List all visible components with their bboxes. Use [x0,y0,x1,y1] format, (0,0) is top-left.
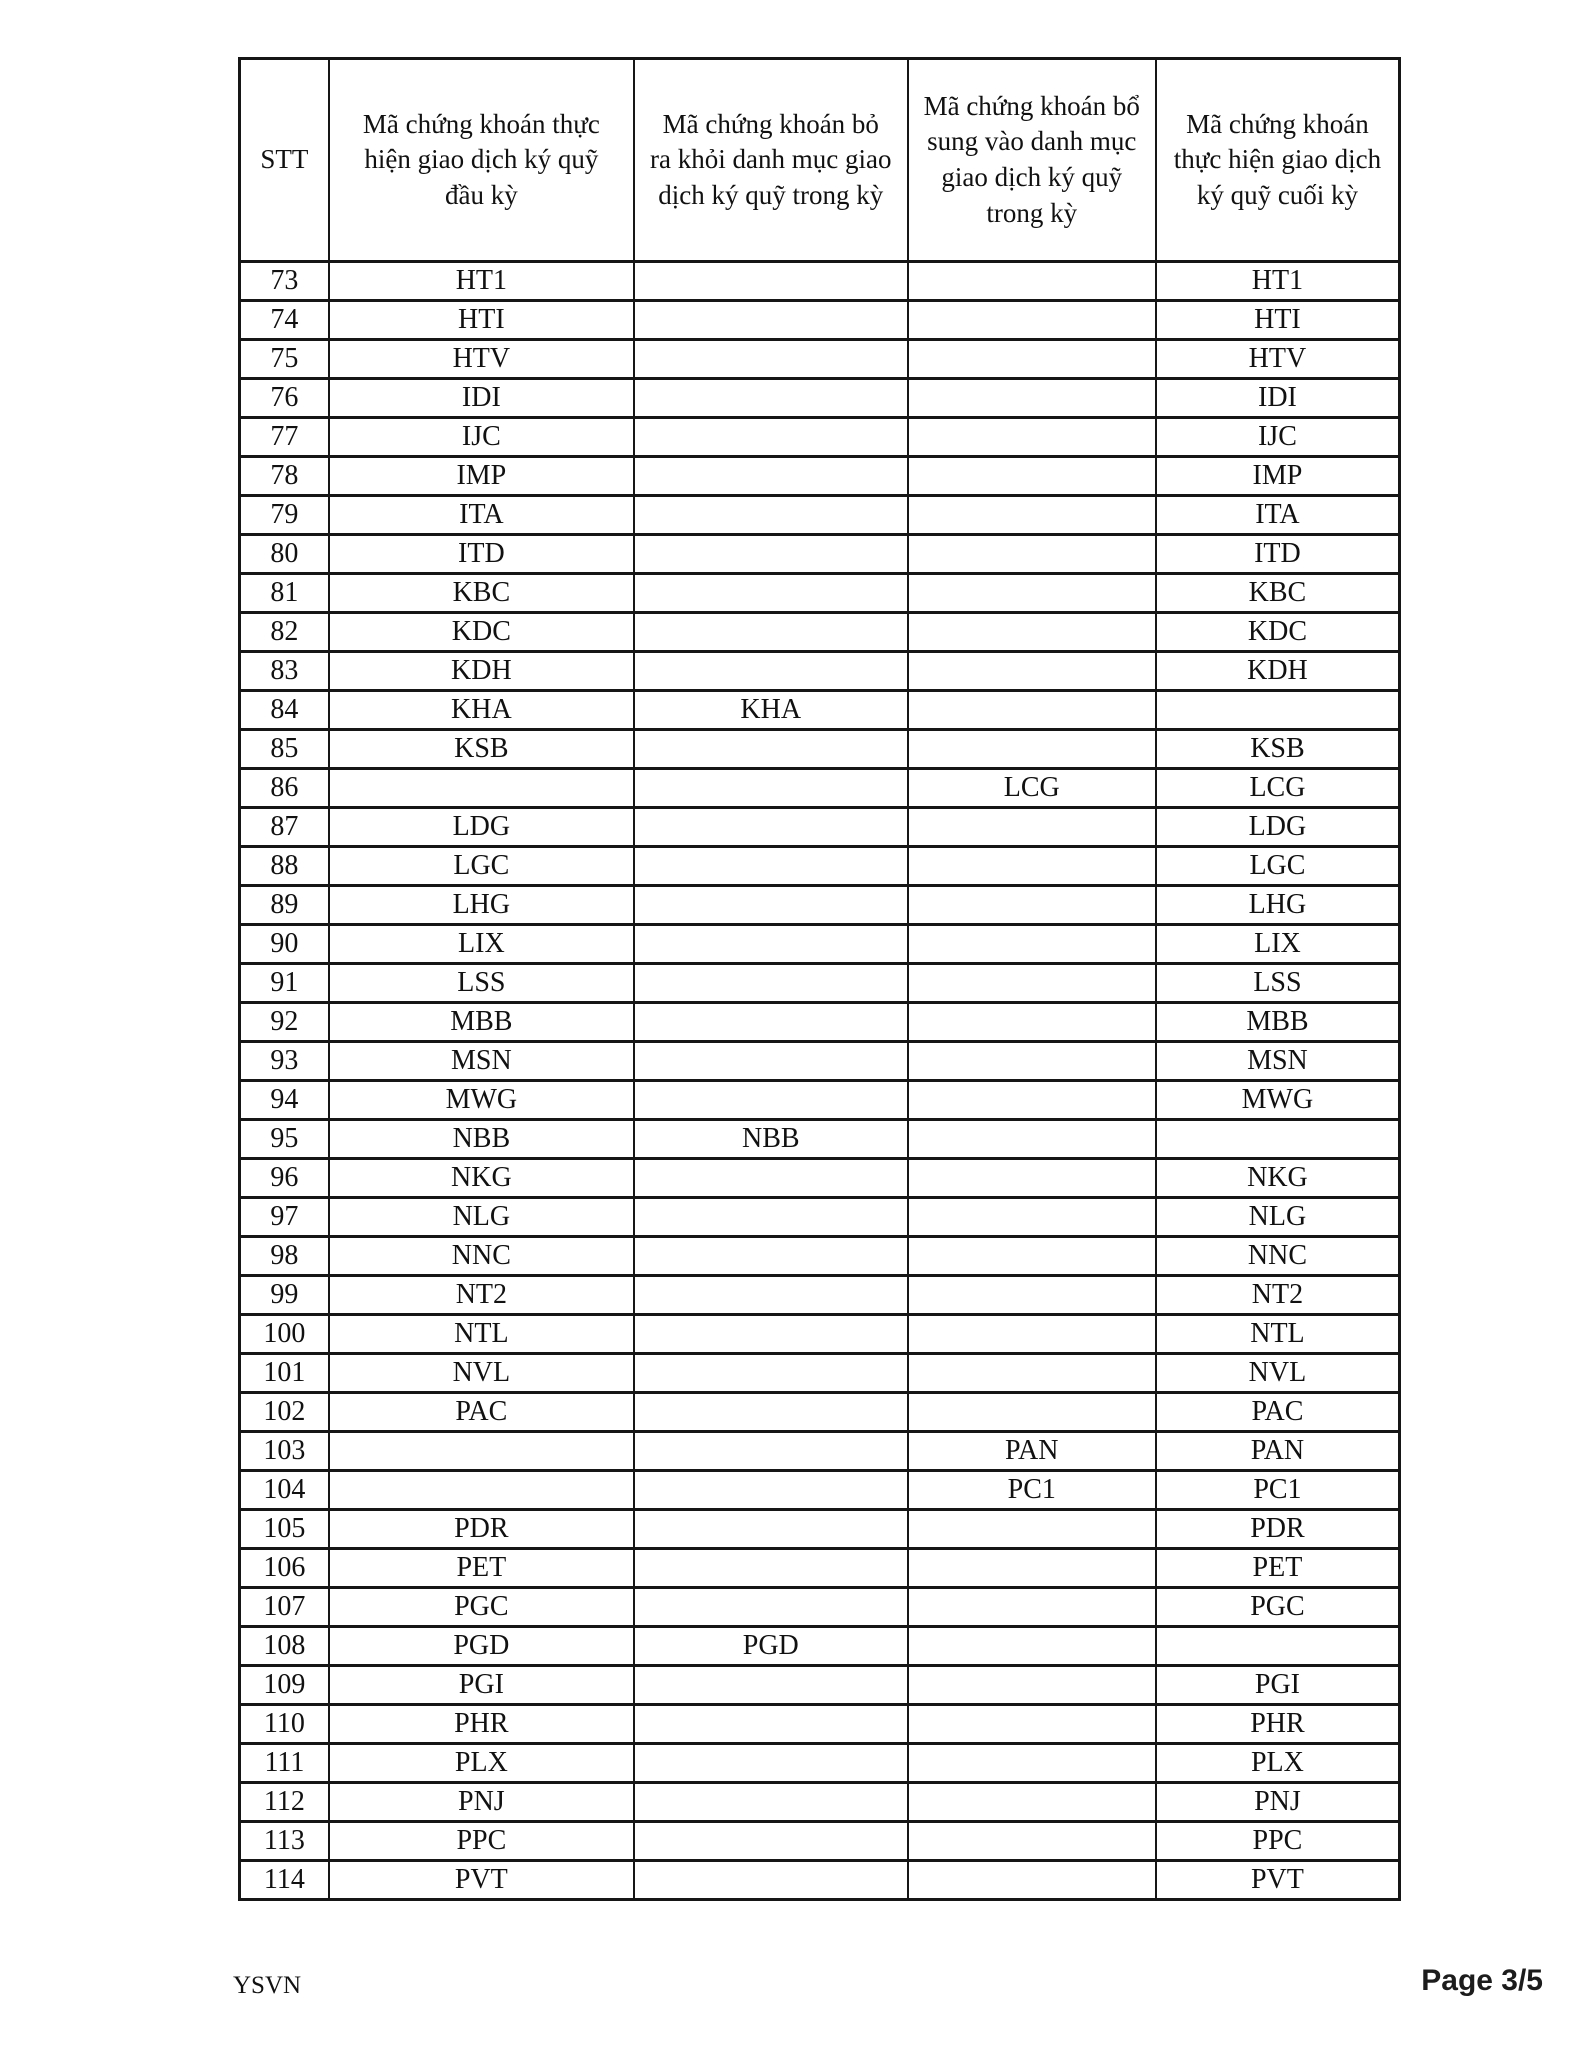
cell-begin-period: LDG [329,808,634,847]
table-row [240,1120,1400,1159]
cell-begin-period: LGC [329,847,634,886]
cell-added [908,1276,1156,1315]
cell-stt: 96 [240,1159,329,1198]
cell-removed [634,925,908,964]
header-row [240,59,1400,262]
cell-added [908,1237,1156,1276]
cell-end-period: PGI [1156,1666,1400,1705]
cell-removed [634,1393,908,1432]
table-row [240,1549,1400,1588]
cell-stt: 77 [240,418,329,457]
cell-begin-period: PLX [329,1744,634,1783]
cell-removed [634,1549,908,1588]
col-header-end-period: Mã chứng khoán thực hiện giao dịch ký quỹ cuối kỳ [1156,59,1400,262]
cell-added [908,1627,1156,1666]
cell-added [908,808,1156,847]
cell-stt: 86 [240,769,329,808]
cell-stt: 73 [240,262,329,301]
cell-stt: 102 [240,1393,329,1432]
cell-stt: 78 [240,457,329,496]
cell-added [908,1081,1156,1120]
cell-stt: 108 [240,1627,329,1666]
cell-added [908,1822,1156,1861]
cell-begin-period: KBC [329,574,634,613]
cell-begin-period: ITD [329,535,634,574]
cell-stt: 83 [240,652,329,691]
table-row [240,340,1400,379]
cell-end-period: LHG [1156,886,1400,925]
cell-removed [634,1861,908,1900]
cell-removed [634,886,908,925]
cell-added [908,1198,1156,1237]
cell-added: LCG [908,769,1156,808]
cell-end-period: IMP [1156,457,1400,496]
cell-stt: 114 [240,1861,329,1900]
cell-end-period: MWG [1156,1081,1400,1120]
cell-end-period: PDR [1156,1510,1400,1549]
table-row [240,1705,1400,1744]
cell-end-period: PET [1156,1549,1400,1588]
col-header-removed-in-period: Mã chứng khoán bỏ ra khỏi danh mục giao dịch ký quỹ trong kỳ [634,59,908,262]
cell-begin-period: KHA [329,691,634,730]
cell-end-period: MBB [1156,1003,1400,1042]
cell-stt: 107 [240,1588,329,1627]
cell-removed [634,1783,908,1822]
cell-added [908,1783,1156,1822]
cell-stt: 85 [240,730,329,769]
cell-removed [634,574,908,613]
table-row [240,886,1400,925]
cell-begin-period [329,1471,634,1510]
cell-stt: 103 [240,1432,329,1471]
cell-end-period: PLX [1156,1744,1400,1783]
table-row [240,925,1400,964]
cell-stt: 74 [240,301,329,340]
table-row [240,1042,1400,1081]
cell-end-period: HT1 [1156,262,1400,301]
cell-stt: 89 [240,886,329,925]
cell-begin-period: NTL [329,1315,634,1354]
footer-left-label: YSVN [233,1972,302,1999]
table-row [240,1783,1400,1822]
table-row [240,730,1400,769]
cell-begin-period: NT2 [329,1276,634,1315]
cell-added [908,1705,1156,1744]
cell-begin-period: PNJ [329,1783,634,1822]
cell-added [908,418,1156,457]
cell-stt: 91 [240,964,329,1003]
cell-added [908,730,1156,769]
cell-added [908,1003,1156,1042]
cell-end-period [1156,1627,1400,1666]
cell-added [908,496,1156,535]
cell-end-period [1156,691,1400,730]
cell-end-period: PGC [1156,1588,1400,1627]
cell-stt: 94 [240,1081,329,1120]
cell-removed [634,1159,908,1198]
cell-stt: 99 [240,1276,329,1315]
cell-begin-period: KDC [329,613,634,652]
cell-begin-period: HT1 [329,262,634,301]
cell-end-period: IJC [1156,418,1400,457]
table-row [240,808,1400,847]
cell-end-period: PPC [1156,1822,1400,1861]
cell-removed: KHA [634,691,908,730]
cell-stt: 95 [240,1120,329,1159]
cell-added [908,457,1156,496]
cell-added [908,1588,1156,1627]
cell-added [908,1159,1156,1198]
cell-removed [634,652,908,691]
cell-begin-period: IJC [329,418,634,457]
cell-begin-period [329,1432,634,1471]
page-number: Page 3/5 [1421,1964,1543,1997]
cell-stt: 111 [240,1744,329,1783]
cell-removed [634,769,908,808]
cell-added [908,964,1156,1003]
cell-stt: 101 [240,1354,329,1393]
cell-end-period: PVT [1156,1861,1400,1900]
cell-end-period: LGC [1156,847,1400,886]
cell-stt: 112 [240,1783,329,1822]
table-row [240,613,1400,652]
cell-end-period: PC1 [1156,1471,1400,1510]
cell-added [908,1315,1156,1354]
cell-stt: 82 [240,613,329,652]
col-header-stt: STT [240,59,329,262]
cell-end-period: NVL [1156,1354,1400,1393]
cell-stt: 75 [240,340,329,379]
cell-begin-period: LHG [329,886,634,925]
cell-stt: 113 [240,1822,329,1861]
table-row [240,1198,1400,1237]
table-row [240,1627,1400,1666]
table-row [240,1471,1400,1510]
cell-end-period: NTL [1156,1315,1400,1354]
cell-added [908,1510,1156,1549]
cell-added [908,1120,1156,1159]
table-row [240,847,1400,886]
cell-end-period: LSS [1156,964,1400,1003]
col-header-begin-period: Mã chứng khoán thực hiện giao dịch ký quỹ đầu kỳ [329,59,634,262]
table-row [240,1159,1400,1198]
table-row [240,418,1400,457]
cell-removed [634,1276,908,1315]
cell-end-period: LCG [1156,769,1400,808]
cell-removed [634,1432,908,1471]
cell-added: PAN [908,1432,1156,1471]
cell-added [908,1393,1156,1432]
cell-begin-period: LIX [329,925,634,964]
table-row [240,1003,1400,1042]
cell-end-period: NKG [1156,1159,1400,1198]
cell-begin-period: PGD [329,1627,634,1666]
cell-begin-period: NLG [329,1198,634,1237]
cell-stt: 87 [240,808,329,847]
cell-removed [634,613,908,652]
cell-begin-period: PVT [329,1861,634,1900]
cell-begin-period: IDI [329,379,634,418]
cell-stt: 81 [240,574,329,613]
cell-removed [634,1822,908,1861]
table-row [240,1276,1400,1315]
table-row [240,1861,1400,1900]
cell-added [908,301,1156,340]
cell-begin-period: NNC [329,1237,634,1276]
cell-added [908,1744,1156,1783]
cell-begin-period: HTV [329,340,634,379]
cell-end-period: PAC [1156,1393,1400,1432]
cell-removed [634,847,908,886]
table-row [240,1510,1400,1549]
cell-added [908,886,1156,925]
cell-begin-period: KDH [329,652,634,691]
cell-begin-period: PET [329,1549,634,1588]
cell-begin-period: PPC [329,1822,634,1861]
cell-begin-period: PGI [329,1666,634,1705]
table-row [240,457,1400,496]
cell-end-period: PHR [1156,1705,1400,1744]
cell-end-period: PAN [1156,1432,1400,1471]
cell-begin-period: MWG [329,1081,634,1120]
cell-removed [634,1705,908,1744]
cell-removed [634,535,908,574]
cell-begin-period: NBB [329,1120,634,1159]
table-row [240,1666,1400,1705]
cell-begin-period: PAC [329,1393,634,1432]
cell-removed [634,1081,908,1120]
cell-removed [634,1354,908,1393]
cell-begin-period: IMP [329,457,634,496]
cell-added [908,652,1156,691]
table-row [240,262,1400,301]
cell-added [908,262,1156,301]
cell-stt: 80 [240,535,329,574]
cell-removed [634,379,908,418]
cell-added [908,574,1156,613]
table-row [240,1354,1400,1393]
cell-begin-period: ITA [329,496,634,535]
cell-added [908,379,1156,418]
cell-removed [634,1666,908,1705]
table-row [240,1822,1400,1861]
cell-removed [634,1588,908,1627]
table-row [240,1588,1400,1627]
cell-begin-period: LSS [329,964,634,1003]
cell-end-period: LIX [1156,925,1400,964]
cell-added [908,691,1156,730]
cell-removed [634,1198,908,1237]
table-row [240,379,1400,418]
cell-end-period: HTI [1156,301,1400,340]
table-row [240,691,1400,730]
cell-stt: 90 [240,925,329,964]
cell-end-period: PNJ [1156,1783,1400,1822]
cell-end-period [1156,1120,1400,1159]
cell-end-period: ITA [1156,496,1400,535]
cell-stt: 98 [240,1237,329,1276]
table-row [240,574,1400,613]
cell-stt: 110 [240,1705,329,1744]
cell-end-period: KBC [1156,574,1400,613]
table-row [240,1432,1400,1471]
cell-removed [634,1003,908,1042]
col-header-added-in-period: Mã chứng khoán bổ sung vào danh mục giao dịch ký quỹ trong kỳ [908,59,1156,262]
table-row [240,1744,1400,1783]
cell-stt: 93 [240,1042,329,1081]
cell-added [908,340,1156,379]
cell-begin-period [329,769,634,808]
cell-begin-period: PGC [329,1588,634,1627]
cell-stt: 97 [240,1198,329,1237]
cell-end-period: ITD [1156,535,1400,574]
cell-begin-period: HTI [329,301,634,340]
cell-begin-period: NVL [329,1354,634,1393]
cell-removed: NBB [634,1120,908,1159]
cell-added [908,847,1156,886]
cell-begin-period: MBB [329,1003,634,1042]
cell-removed [634,1744,908,1783]
cell-removed [634,418,908,457]
cell-stt: 106 [240,1549,329,1588]
cell-stt: 79 [240,496,329,535]
cell-stt: 105 [240,1510,329,1549]
table-row [240,1081,1400,1120]
cell-added [908,535,1156,574]
cell-begin-period: PDR [329,1510,634,1549]
cell-stt: 104 [240,1471,329,1510]
cell-removed [634,1237,908,1276]
cell-end-period: NLG [1156,1198,1400,1237]
table-row [240,1315,1400,1354]
cell-begin-period: MSN [329,1042,634,1081]
margin-securities-table [238,57,1401,1901]
table-row [240,1237,1400,1276]
table-header [240,59,1400,262]
cell-added [908,1861,1156,1900]
cell-end-period: IDI [1156,379,1400,418]
cell-added [908,1354,1156,1393]
cell-stt: 88 [240,847,329,886]
cell-removed [634,964,908,1003]
cell-removed [634,1042,908,1081]
cell-added: PC1 [908,1471,1156,1510]
cell-end-period: KDH [1156,652,1400,691]
table-row [240,301,1400,340]
cell-removed [634,1471,908,1510]
cell-removed [634,1510,908,1549]
cell-removed [634,340,908,379]
cell-removed: PGD [634,1627,908,1666]
cell-removed [634,1315,908,1354]
cell-added [908,1666,1156,1705]
cell-end-period: LDG [1156,808,1400,847]
cell-stt: 100 [240,1315,329,1354]
table-row [240,1393,1400,1432]
cell-end-period: HTV [1156,340,1400,379]
cell-removed [634,808,908,847]
cell-begin-period: KSB [329,730,634,769]
cell-added [908,1042,1156,1081]
cell-added [908,925,1156,964]
cell-end-period: KSB [1156,730,1400,769]
cell-removed [634,730,908,769]
cell-added [908,613,1156,652]
cell-removed [634,496,908,535]
cell-end-period: KDC [1156,613,1400,652]
cell-end-period: NNC [1156,1237,1400,1276]
table-row [240,652,1400,691]
cell-end-period: MSN [1156,1042,1400,1081]
cell-end-period: NT2 [1156,1276,1400,1315]
cell-stt: 109 [240,1666,329,1705]
cell-removed [634,262,908,301]
cell-stt: 84 [240,691,329,730]
cell-added [908,1549,1156,1588]
cell-stt: 76 [240,379,329,418]
table-row [240,535,1400,574]
cell-begin-period: PHR [329,1705,634,1744]
cell-begin-period: NKG [329,1159,634,1198]
table-row [240,496,1400,535]
table-row [240,769,1400,808]
cell-stt: 92 [240,1003,329,1042]
cell-removed [634,301,908,340]
table-body [240,262,1400,1900]
table-row [240,964,1400,1003]
cell-removed [634,457,908,496]
